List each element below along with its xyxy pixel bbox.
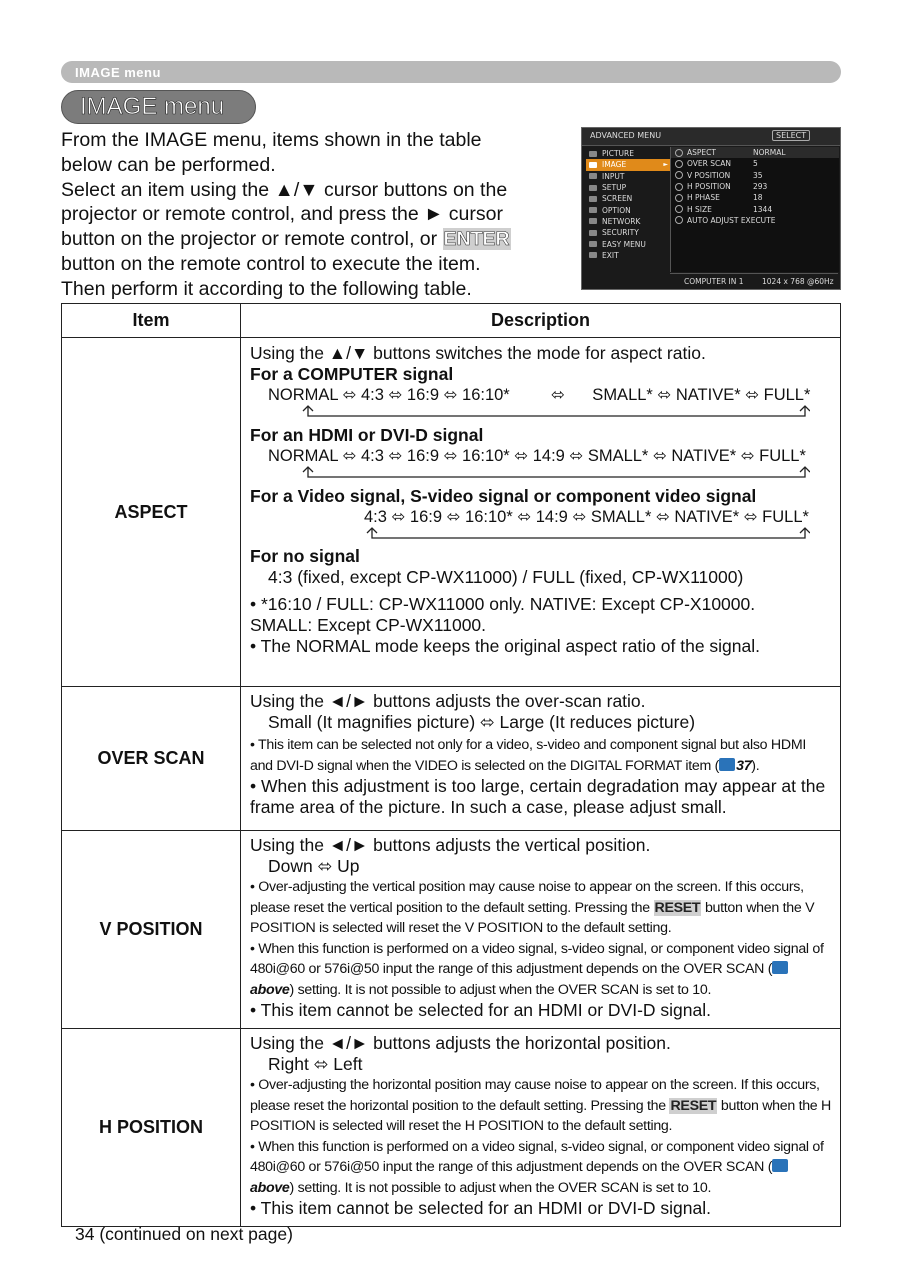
page-reference: above [250, 1179, 290, 1196]
loop-arrow-icon [250, 466, 810, 480]
menu-item-label: SECURITY [602, 228, 639, 238]
menu-item-icon [589, 173, 597, 179]
subheading: For an HDMI or DVI-D signal [250, 425, 484, 445]
menu-item-icon [589, 252, 597, 258]
menu-item-icon [589, 207, 597, 213]
book-icon [772, 1159, 788, 1172]
description-text: Using the ◄/► buttons adjusts the vertical position. [250, 835, 651, 855]
menu-item [586, 204, 670, 215]
setting-name: H POSITION [687, 182, 731, 192]
status-input: COMPUTER IN 1 [684, 277, 744, 286]
menu-item-selected [586, 159, 670, 170]
description-text: Using the ◄/► buttons adjusts the over-scan ratio. [250, 691, 646, 711]
menu-item-label: OPTION [602, 205, 631, 215]
menu-item-icon [589, 162, 597, 168]
note-text: SMALL: Except CP-WX11000. [250, 615, 487, 635]
setting-icon [675, 183, 683, 191]
note-text: button when the H POSITION is selected will reset the H POSITION to the default setting. [250, 1097, 831, 1134]
note-text: • This item can be selected not only for a video, s-video and component signal but also [250, 737, 768, 753]
menu-item [586, 171, 670, 182]
page-reference: above [250, 981, 290, 998]
note-text: ) setting. It is not possible to adjust when the OVER SCAN is set to 10. [289, 1179, 712, 1196]
menu-screenshot [581, 127, 841, 290]
item-description [241, 687, 840, 830]
setting-icon [675, 216, 683, 224]
note-text [250, 939, 831, 1001]
setting-name: V POSITION [687, 170, 731, 180]
intro-line: From the IMAGE menu, items shown in the table [61, 129, 482, 151]
page-title: IMAGE menu [80, 93, 225, 120]
note-text: • Over-adjusting the horizontal position may cause noise to appear on the screen. If this occurs, please reset the horizontal position to the default setting. Pressing the [250, 1077, 820, 1114]
aspect-sequence: NORMAL ⬄ 4:3 ⬄ 16:9 ⬄ 16:10* ⬄ 14:9 ⬄ SMALL* ⬄ NATIVE* ⬄ FULL* [268, 447, 806, 465]
item-name: ASPECT [62, 338, 241, 686]
page-title-pill [61, 90, 256, 124]
table-row-vposition [62, 830, 840, 1028]
description-text: Using the ▲/▼ buttons switches the mode for aspect ratio. [250, 343, 706, 363]
menu-item-label: PICTURE [602, 149, 634, 159]
image-menu-table [61, 303, 841, 1227]
menu-setting-row [671, 158, 839, 169]
menu-item [586, 216, 670, 227]
item-name: V POSITION [62, 831, 241, 1028]
setting-name: OVER SCAN [687, 159, 731, 169]
range-text: Small (It magnifies picture) ⬄ Large (It reduces picture) [268, 712, 696, 732]
menu-setting-row [671, 215, 839, 226]
note-text: HDMI and DVI-D signal when the VIDEO is selected on the DIGITAL FORMAT item ( [250, 737, 806, 774]
note-text: ). [751, 757, 760, 774]
setting-icon [675, 160, 683, 168]
note-text [250, 1075, 831, 1137]
menu-title-bar [582, 128, 840, 146]
menu-item-icon [589, 196, 597, 202]
menu-item-label: EASY MENU [602, 239, 646, 249]
description-text: 4:3 (fixed, except CP-WX11000) / FULL (fixed, CP-WX11000) [268, 567, 744, 587]
setting-value: 1344 [753, 204, 773, 214]
note-text: button when the V POSITION is selected will reset the V POSITION to the default setting. [250, 899, 815, 936]
setting-name: H PHASE [687, 193, 720, 203]
setting-name: AUTO ADJUST EXECUTE [687, 215, 776, 225]
menu-item [586, 238, 670, 249]
enter-key-label: ENTER [443, 228, 510, 251]
subheading: For a Video signal, S-video signal or component video signal [250, 486, 757, 506]
menu-setting-row [671, 192, 839, 203]
setting-value: 293 [753, 182, 768, 192]
arrow-right-icon: ► [663, 161, 668, 169]
status-resolution: 1024 x 768 @60Hz [762, 277, 834, 286]
intro-line: below can be performed. [61, 153, 276, 176]
menu-right-panel [670, 147, 839, 272]
range-text: Down ⬄ Up [268, 856, 360, 876]
reset-key-label: RESET [654, 899, 701, 916]
column-header-description: Description [490, 310, 591, 330]
setting-name: H SIZE [687, 204, 712, 214]
menu-item-label: SETUP [602, 183, 627, 193]
note-text [250, 877, 831, 939]
note-text: • When this function is performed on a video signal, s-video signal, or component video signal of 480i@60 or 576i@50 input the range of this adjustment depends on the OVER SCAN ( [250, 940, 824, 977]
setting-value: 35 [753, 170, 763, 180]
menu-item [586, 148, 670, 159]
menu-setting-row [671, 147, 839, 158]
page-footer: 34 (continued on next page) [75, 1224, 293, 1244]
setting-value: 5 [753, 159, 758, 169]
note-text: • This item cannot be selected for an HDMI or DVI-D signal. [250, 1198, 711, 1218]
aspect-sequence: NORMAL ⬄ 4:3 ⬄ 16:9 ⬄ 16:10* ⬄ SMALL* ⬄ NATIVE* ⬄ FULL* [268, 386, 811, 404]
setting-icon [675, 194, 683, 202]
subheading: For a COMPUTER signal [250, 364, 454, 384]
menu-item-icon [589, 241, 597, 247]
setting-value: 18 [753, 193, 763, 203]
menu-item [586, 227, 670, 238]
menu-item-icon [589, 151, 597, 157]
menu-item-label: INPUT [602, 171, 625, 181]
menu-item-icon [589, 218, 597, 224]
book-icon [719, 758, 735, 771]
description-text: Using the ◄/► buttons adjusts the horizontal position. [250, 1033, 671, 1053]
aspect-sequence: 4:3 ⬄ 16:9 ⬄ 16:10* ⬄ 14:9 ⬄ SMALL* ⬄ NATIVE* ⬄ FULL* [364, 508, 809, 526]
section-header-band [61, 61, 841, 83]
item-name: H POSITION [62, 1029, 241, 1226]
loop-arrow-icon [250, 527, 810, 541]
note-text: • When this function is performed on a video signal, s-video signal, or component video signal of 480i@60 or 576i@50 input the range of this adjustment depends on the OVER SCAN ( [250, 1138, 824, 1175]
intro-line: projector or remote control, and press the ► cursor [61, 203, 503, 226]
menu-title: ADVANCED MENU [590, 131, 662, 140]
menu-item-icon [589, 230, 597, 236]
menu-item-label: NETWORK [602, 216, 641, 226]
item-name: OVER SCAN [62, 687, 241, 830]
section-header-label: IMAGE menu [75, 65, 161, 80]
note-text [250, 1137, 831, 1199]
intro-paragraph [61, 128, 571, 302]
note-text: ) setting. It is not possible to adjust when the OVER SCAN is set to 10. [289, 981, 712, 998]
range-text: Right ⬄ Left [268, 1054, 363, 1074]
intro-line: Then perform it according to the following table. [61, 277, 472, 300]
page-reference: 37 [736, 757, 752, 774]
menu-setting-row [671, 170, 839, 181]
intro-line [61, 227, 571, 252]
reset-key-label: RESET [670, 1097, 717, 1114]
note-text [250, 735, 831, 776]
book-icon [772, 961, 788, 974]
item-description [241, 1029, 840, 1226]
intro-line: button on the remote control to execute the item. [61, 252, 481, 275]
menu-left-list [586, 148, 670, 261]
subheading: For no signal [250, 546, 360, 566]
menu-status-bar [670, 273, 838, 289]
setting-value: NORMAL [753, 148, 786, 158]
column-header-item: Item [62, 304, 241, 337]
menu-setting-row [671, 181, 839, 192]
setting-icon [675, 149, 683, 157]
setting-icon [675, 171, 683, 179]
menu-item [586, 193, 670, 204]
menu-item-label: EXIT [602, 250, 619, 260]
table-header-row [62, 304, 840, 337]
item-description [241, 338, 840, 686]
note-text: • The NORMAL mode keeps the original aspect ratio of the signal. [250, 636, 761, 656]
menu-item [586, 182, 670, 193]
note-text: • Over-adjusting the vertical position may cause noise to appear on the screen. If this occurs, please reset the vertical position to the default setting. Pressing the [250, 879, 804, 916]
loop-arrow-icon [250, 405, 810, 419]
setting-icon [675, 205, 683, 213]
setting-name: ASPECT [687, 148, 716, 158]
menu-item-icon [589, 185, 597, 191]
table-row-overscan [62, 686, 840, 830]
menu-item-label: SCREEN [602, 194, 633, 204]
note-text: • This item cannot be selected for an HDMI or DVI-D signal. [250, 1000, 711, 1020]
intro-text: button on the projector or remote control, or [61, 228, 443, 251]
menu-setting-row [671, 203, 839, 214]
note-text: • *16:10 / FULL: CP-WX11000 only. NATIVE: Except CP-X10000. [250, 594, 756, 614]
intro-line: Select an item using the ▲/▼ cursor buttons on the [61, 178, 508, 201]
table-row-hposition [62, 1028, 840, 1226]
item-description [241, 831, 840, 1028]
menu-select-hint: SELECT [772, 130, 810, 141]
menu-item-label: IMAGE [602, 160, 627, 170]
menu-item [586, 250, 670, 261]
table-row-aspect [62, 337, 840, 686]
note-text: • When this adjustment is too large, certain degradation may appear at the frame area of the picture. In such a case, please adjust small. [250, 776, 826, 817]
